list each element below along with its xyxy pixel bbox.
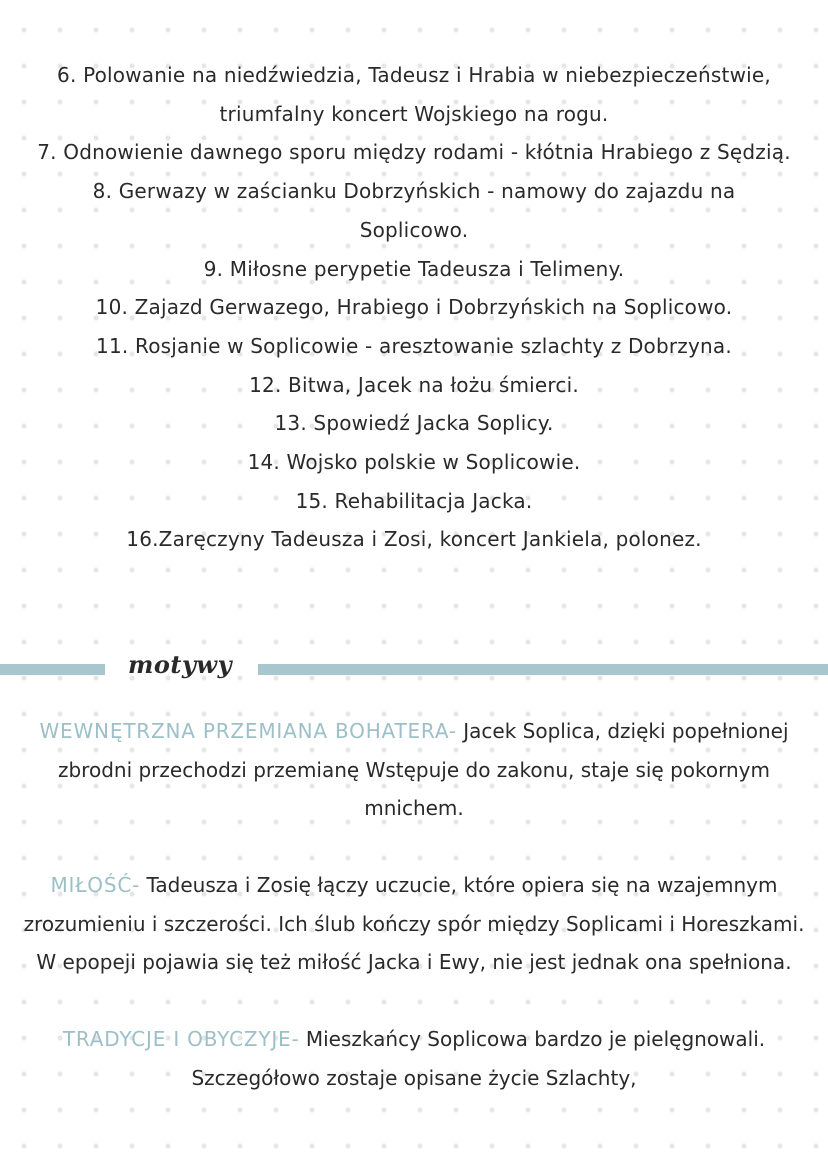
section-title: motywy xyxy=(128,650,233,679)
plot-item-14: 14. Wojsko polskie w Soplicowie. xyxy=(247,450,581,475)
motif-text: Tadeusza i Zosię łączy uczucie, które opiera się na wzajemnym zrozumieniu i szczerości. Ich ślub kończy spór między Soplicami i Horeszkami. W epopeji pojawia się też miłość Jacka i Ewy, nie jest jednak ona spełniona. xyxy=(23,873,805,974)
plot-item-10: 10. Zajazd Gerwazego, Hrabiego i Dobrzyńskich na Soplicowo. xyxy=(95,295,733,320)
motif-text: Mieszkańcy Soplicowa bardzo je pielęgnowali. Szczegółowo zostaje opisane życie Szlachty, xyxy=(191,1027,766,1090)
motif-label: MIŁOŚĆ- xyxy=(50,873,141,897)
motif-love xyxy=(0,866,828,982)
plot-list xyxy=(0,56,828,559)
plot-item-6: 6. Polowanie na niedźwiedzia, Tadeusz i Hrabia w niebezpieczeństwie, triumfalny koncert Wojskiego na rogu. xyxy=(57,63,771,126)
plot-item-15: 15. Rehabilitacja Jacka. xyxy=(295,488,533,513)
motif-label: TRADYCJE I OBYCZYJE- xyxy=(62,1027,300,1051)
divider-line-right xyxy=(258,664,828,675)
motifs-section xyxy=(0,712,828,1136)
section-divider xyxy=(0,650,828,682)
plot-item-7: 7. Odnowienie dawnego sporu między rodami - kłótnia Hrabiego z Sędzią. xyxy=(37,140,791,165)
plot-item-16: 16.Zaręczyny Tadeusza i Zosi, koncert Jankiela, polonez. xyxy=(126,527,702,552)
motif-text: Jacek Soplica, dzięki popełnionej zbrodni przechodzi przemianę Wstępuje do zakonu, staje się pokornym mnichem. xyxy=(57,719,789,820)
plot-item-12: 12. Bitwa, Jacek na łożu śmierci. xyxy=(249,372,579,397)
plot-item-11: 11. Rosjanie w Soplicowie - aresztowanie szlachty z Dobrzyna. xyxy=(96,333,732,358)
divider-line-left xyxy=(0,664,105,675)
motif-inner-transformation xyxy=(0,712,828,828)
plot-item-13: 13. Spowiedź Jacka Soplicy. xyxy=(274,411,554,436)
plot-item-9: 9. Miłosne perypetie Tadeusza i Telimeny. xyxy=(203,256,625,281)
motif-label: WEWNĘTRZNA PRZEMIANA BOHATERA- xyxy=(39,719,457,743)
motif-traditions xyxy=(0,1020,828,1097)
plot-item-8: 8. Gerwazy w zaścianku Dobrzyńskich - namowy do zajazdu na Soplicowo. xyxy=(92,179,736,242)
